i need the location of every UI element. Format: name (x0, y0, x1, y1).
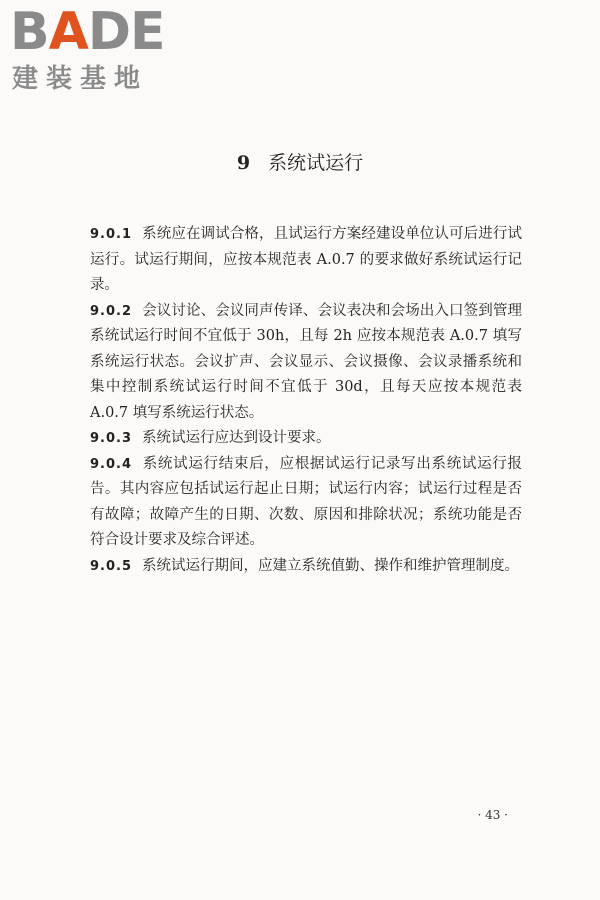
clause-number: 9.0.2 (90, 303, 133, 319)
clause-9-0-4 (90, 452, 522, 554)
clause-list (90, 222, 522, 579)
clause-text: 系统试运行期间，应建立系统值勤、操作和维护管理制度。 (142, 557, 520, 574)
clause-number: 9.0.1 (90, 227, 133, 242)
logo-letter-a: A (48, 2, 88, 62)
logo-letter-b: B (10, 2, 49, 62)
clause-9-0-3 (90, 426, 522, 452)
clause-9-0-1 (90, 222, 522, 299)
logo (8, 4, 178, 94)
clause-number: 9.0.5 (90, 558, 133, 574)
page-number: · 43 · (477, 808, 508, 822)
clause-9-0-2 (90, 299, 522, 427)
clause-9-0-5 (90, 554, 522, 580)
clause-text: 系统应在调试合格，且试运行方案经建设单位认可后进行试运行。试运行期间，应按本规范表 A.0.7 的要求做好系统试运行记录。 (90, 226, 522, 293)
logo-wordmark (10, 4, 165, 60)
chapter-title: 系统试运行 (268, 152, 364, 174)
clause-text: 会议讨论、会议同声传译、会议表决和会场出入口签到管理系统试运行时间不宜低于 30h，且每 2h 应按本规范表 A.0.7 填写系统运行状态。会议扩声、会议显示、会议摄像、会议录播系统和集中控制系统试运行时间不宜低于 30d，且每天应按本规范表 A.0.7 填写系统运行状态。 (90, 302, 522, 421)
clause-text: 系统试运行结束后，应根据试运行记录写出系统试运行报告。其内容应包括试运行起止日期；试运行内容；试运行过程是否有故障；故障产生的日期、次数、原因和排除状况；系统功能是否符合设计要求及综合评述。 (90, 455, 522, 548)
clause-text: 系统试运行应达到设计要求。 (142, 430, 331, 446)
logo-subtitle: 建装基地 (12, 64, 149, 94)
chapter-heading (0, 150, 600, 176)
clause-number: 9.0.3 (90, 431, 133, 446)
chapter-number: 9 (236, 152, 251, 174)
logo-letters-de: DE (87, 2, 165, 62)
clause-number: 9.0.4 (90, 456, 133, 472)
